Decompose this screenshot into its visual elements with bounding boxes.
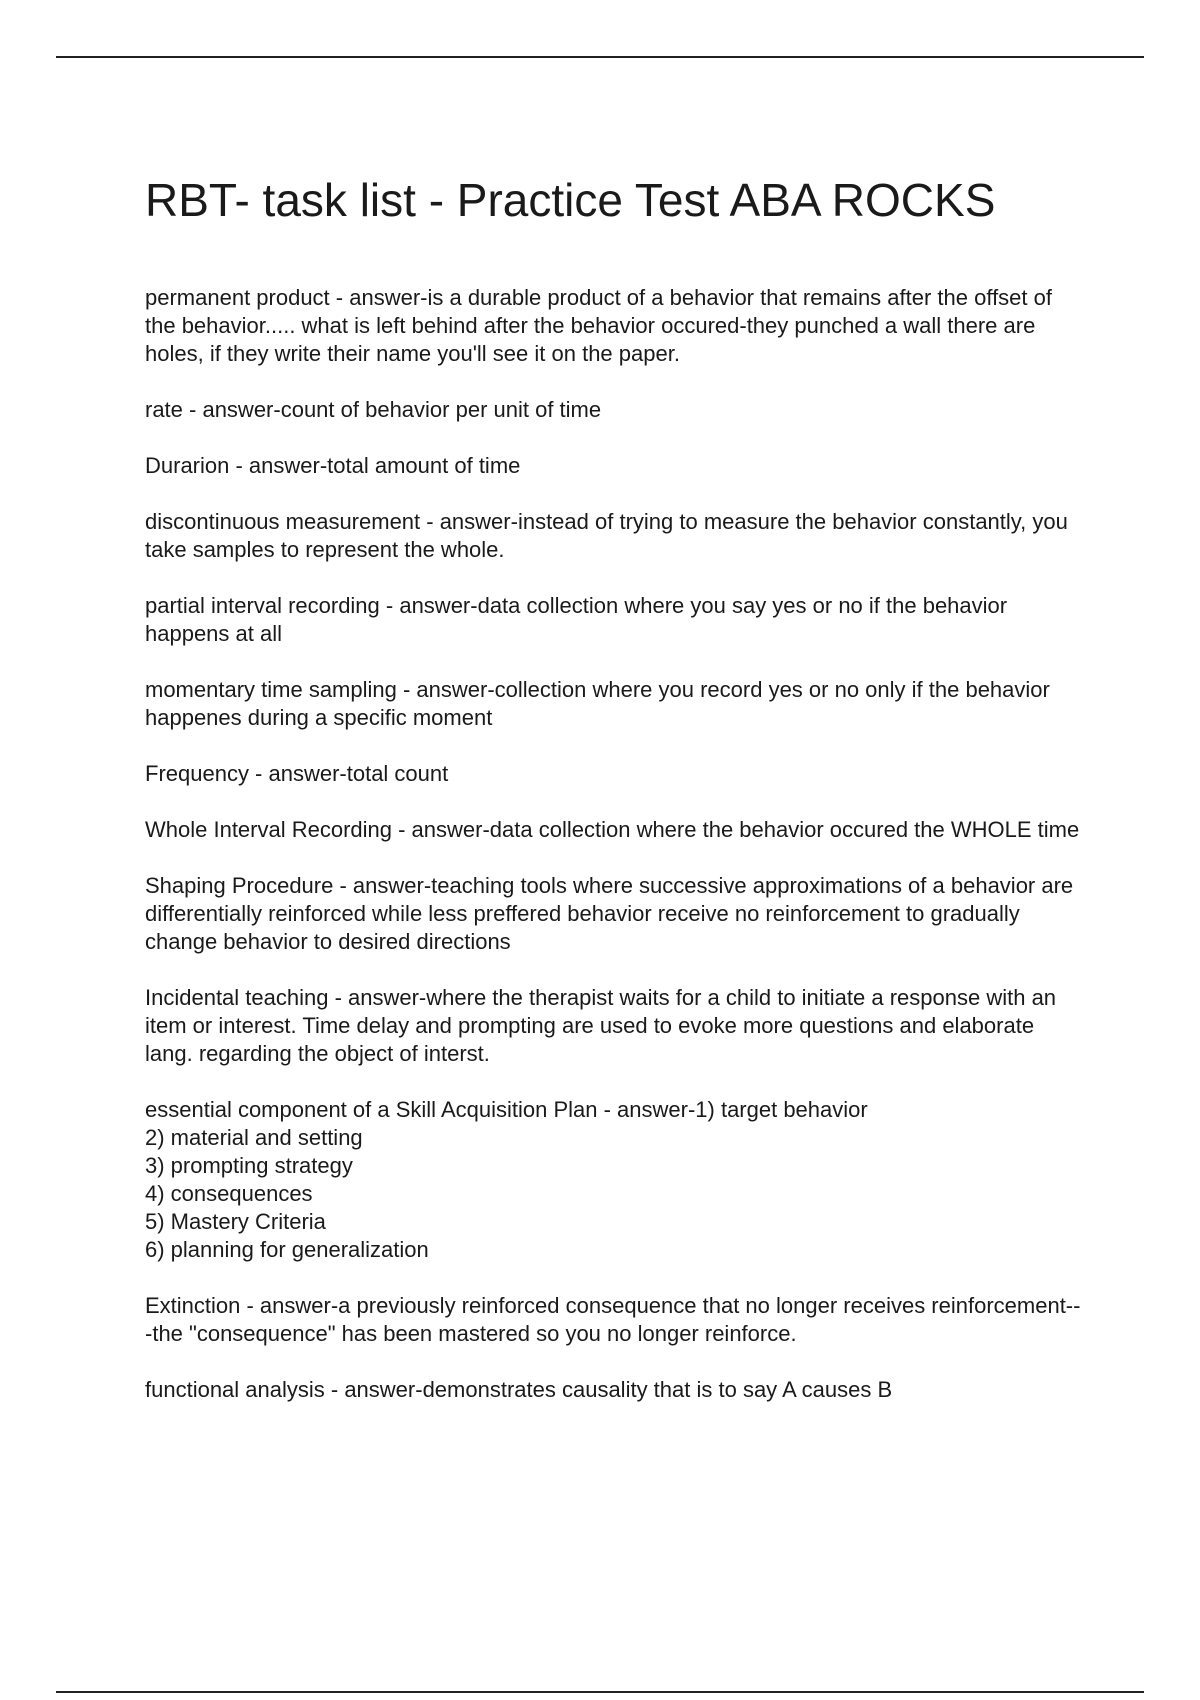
list-item: Whole Interval Recording - answer-data collection where the behavior occured the WHOLE time bbox=[145, 817, 1080, 842]
list-item: Shaping Procedure - answer-teaching tools where successive approximations of a behavior are differentially reinforced while less preffered behavior receive no reinforcement to gradually change behavior to desired directions bbox=[145, 873, 1074, 954]
bottom-divider bbox=[56, 1691, 1144, 1693]
list-item: discontinuous measurement - answer-instead of trying to measure the behavior constantly, you take samples to represent the whole. bbox=[145, 509, 1068, 562]
list-item: Frequency - answer-total count bbox=[145, 761, 449, 786]
top-divider bbox=[56, 56, 1144, 58]
page-title: RBT- task list - Practice Test ABA ROCKS bbox=[145, 174, 996, 226]
list-item: essential component of a Skill Acquisition Plan - answer-1) target behavior 2) material and setting 3) prompting strategy 4) consequences 5) Mastery Criteria 6) planning for generalization bbox=[145, 1097, 868, 1262]
list-item: Incidental teaching - answer-where the therapist waits for a child to initiate a response with an item or interest. Time delay and prompting are used to evoke more questions and elaborate lang. regarding the object of interst. bbox=[145, 985, 1057, 1066]
list-item: functional analysis - answer-demonstrates causality that is to say A causes B bbox=[145, 1377, 893, 1402]
list-item: rate - answer-count of behavior per unit of time bbox=[145, 397, 602, 422]
list-item: permanent product - answer-is a durable product of a behavior that remains after the offset of the behavior..... what is left behind after the behavior occured-they punched a wall there are holes, if they write their name you'll see it on the paper. bbox=[145, 285, 1052, 366]
list-item: Durarion - answer-total amount of time bbox=[145, 453, 521, 478]
list-item: Extinction - answer-a previously reinforced consequence that no longer receives reinforcement---the "consequence" has been mastered so you no longer reinforce. bbox=[145, 1293, 1081, 1346]
flashcard-list bbox=[145, 284, 1085, 1432]
list-item: momentary time sampling - answer-collection where you record yes or no only if the behavior happenes during a specific moment bbox=[145, 677, 1050, 730]
list-item: partial interval recording - answer-data collection where you say yes or no if the behavior happens at all bbox=[145, 593, 1008, 646]
